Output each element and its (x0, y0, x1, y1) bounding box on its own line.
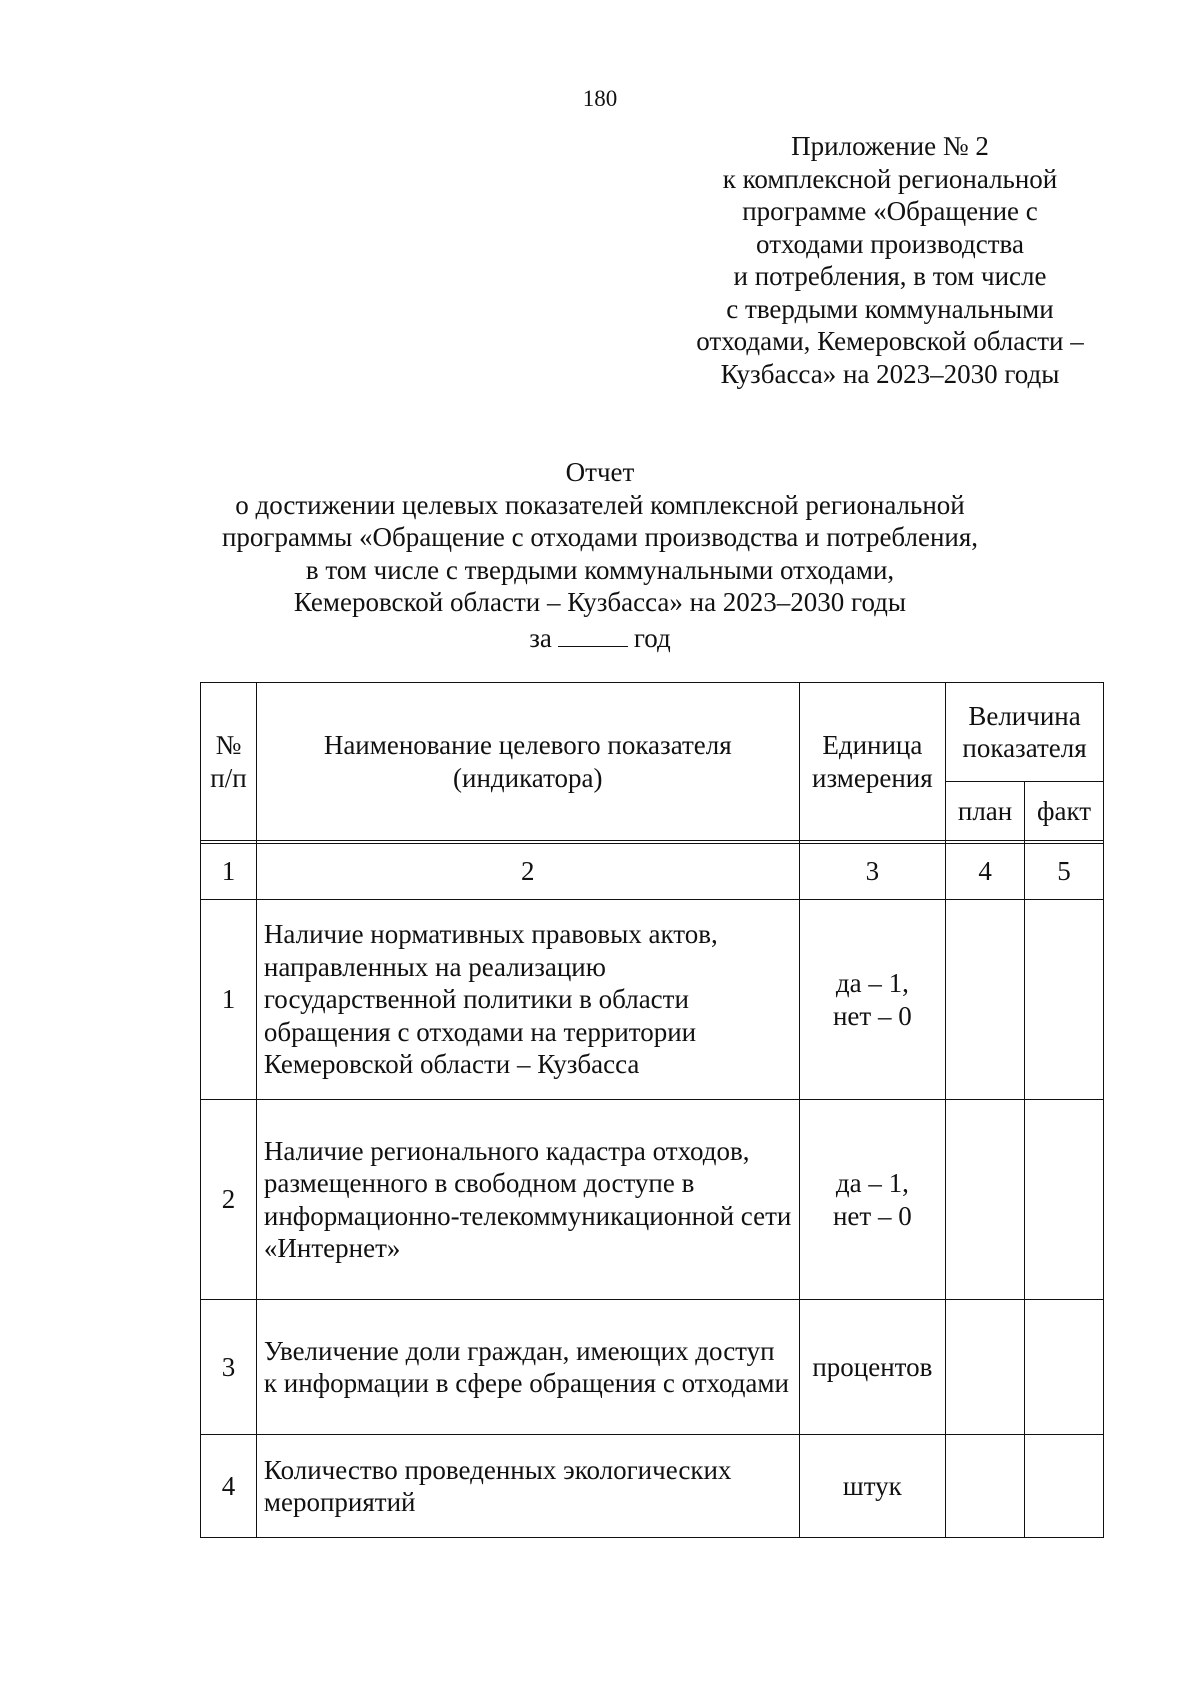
report-subtitle-line: в том числе с твердыми коммунальными отходами, (305, 554, 895, 585)
header-unit-line: Единица (822, 730, 923, 760)
indicator-unit (799, 900, 945, 1100)
plan-value-cell[interactable] (946, 900, 1025, 1100)
appendix-line: Приложение № 2 (791, 131, 989, 161)
column-number-cell: 2 (256, 844, 799, 900)
report-subtitle-line: программы «Обращение с отходами производства и потребления, (221, 522, 979, 552)
fact-value-cell[interactable] (1025, 900, 1104, 1100)
fact-value-cell[interactable] (1025, 1100, 1104, 1300)
report-title: Отчет (565, 457, 635, 487)
header-name-line: Наименование целевого показателя (323, 730, 732, 760)
appendix-line: Кузбасса» на 2023–2030 годы (720, 358, 1060, 389)
report-subtitle-line: о достижении целевых показателей комплексной региональной (235, 489, 965, 520)
plan-value-cell[interactable] (946, 1100, 1025, 1300)
header-name (256, 683, 799, 841)
column-number-cell: 5 (1025, 844, 1104, 900)
indicator-name: Наличие регионального кадастра отходов, размещенного в свободном доступе в информационно-телекоммуникационной сети «Интернет» (256, 1100, 799, 1300)
unit-line: нет – 0 (832, 1200, 912, 1231)
fact-value-cell[interactable] (1025, 1435, 1104, 1538)
appendix-line: отходами производства (756, 228, 1024, 259)
header-value-group (946, 683, 1104, 782)
appendix-line: с твердыми коммунальными (726, 293, 1054, 324)
row-number: 2 (201, 1100, 257, 1300)
row-number: 3 (201, 1300, 257, 1435)
header-number-line: № (215, 730, 242, 760)
appendix-line: к комплексной региональной (722, 163, 1058, 194)
indicator-unit (799, 1100, 945, 1300)
fact-value-cell[interactable] (1025, 1300, 1104, 1435)
appendix-line: программе «Обращение с (742, 196, 1038, 226)
table-row (201, 900, 1104, 1100)
indicator-unit (799, 1300, 945, 1435)
appendix-line: отходами, Кемеровской области – (696, 326, 1084, 356)
indicator-name: Количество проведенных экологических мероприятий (256, 1435, 799, 1538)
indicator-name: Увеличение доли граждан, имеющих доступ к информации в сфере обращения с отходами (256, 1300, 799, 1435)
year-prefix: за (529, 622, 552, 653)
unit-line: да – 1, (835, 968, 909, 998)
report-year-line (100, 619, 1100, 655)
unit-line: процентов (812, 1351, 933, 1382)
plan-value-cell[interactable] (946, 1435, 1025, 1538)
header-number-line: п/п (210, 762, 247, 793)
unit-line: да – 1, (835, 1168, 909, 1198)
report-title-block (100, 456, 1100, 654)
appendix-line: и потребления, в том числе (733, 261, 1047, 291)
table-header-row (201, 683, 1104, 782)
plan-value-cell[interactable] (946, 1300, 1025, 1435)
header-unit (799, 683, 945, 841)
header-unit-line: измерения (812, 762, 933, 793)
header-name-line: (индикатора) (453, 762, 603, 793)
appendix-heading (690, 130, 1090, 390)
indicator-name: Наличие нормативных правовых актов, направленных на реализацию государственной политики в области обращения с отходами на территории Кемеровской области – Кузбасса (256, 900, 799, 1100)
year-suffix: год (633, 622, 671, 653)
year-blank-field[interactable] (558, 619, 628, 647)
header-plan: план (946, 782, 1025, 841)
row-number: 1 (201, 900, 257, 1100)
header-value-line: показателя (962, 733, 1087, 763)
header-number (201, 683, 257, 841)
page-number: 180 (582, 86, 618, 111)
header-fact: факт (1025, 782, 1104, 841)
column-number-row (201, 844, 1104, 900)
unit-line: штук (842, 1470, 902, 1501)
column-number-cell: 4 (946, 844, 1025, 900)
row-number: 4 (201, 1435, 257, 1538)
column-number-cell: 3 (799, 844, 945, 900)
column-number-cell: 1 (201, 844, 257, 900)
report-subtitle-line: Кемеровской области – Кузбасса» на 2023–2030 годы (293, 587, 907, 617)
indicator-unit (799, 1435, 945, 1538)
indicators-table (200, 682, 1104, 1538)
table-row (201, 1100, 1104, 1300)
table-row (201, 1300, 1104, 1435)
table-row (201, 1435, 1104, 1538)
unit-line: нет – 0 (832, 1000, 912, 1031)
header-value-line: Величина (968, 700, 1081, 731)
